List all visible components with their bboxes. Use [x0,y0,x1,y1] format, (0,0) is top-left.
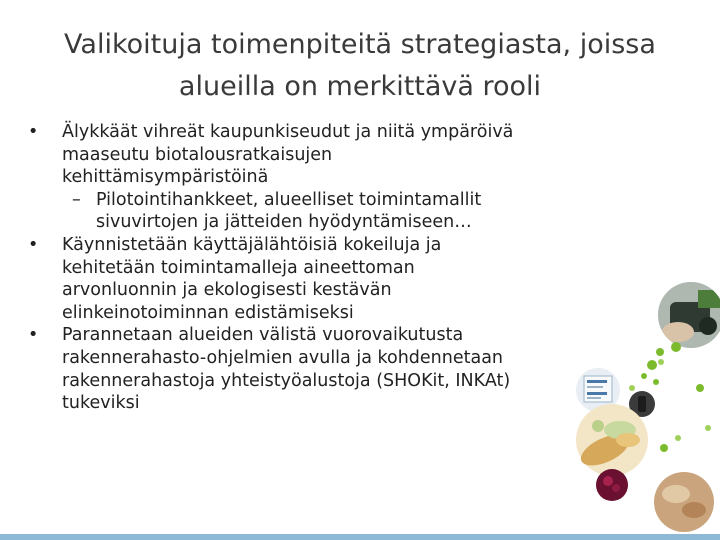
bullet-mark: • [28,325,39,346]
sub-bullet-text-line: sivuvirtojen ja jätteiden hyödyntämiseen… [96,212,472,233]
bullet-text-line: tukeviksi [62,393,140,414]
food-photo [576,404,648,476]
bullet-list [24,121,584,415]
slide-title [20,24,700,108]
bullet-text-line: kehittämisympäristöinä [62,167,269,188]
machinery-photo [658,282,720,348]
material-photo [654,472,714,532]
bullet-item [24,234,584,324]
sub-bullet-text-line: Pilotointihankkeet, alueelliset toimintamallit [96,189,482,210]
bullet-text-line: arvonluonnin ja ekologisesti kestävän [62,280,392,301]
sub-bullet-mark: – [72,189,81,210]
bullet-text-line: Älykkäät vihreät kaupunkiseudut ja niitä ympäröivä [62,122,514,142]
bullet-text-line: Käynnistetään käyttäjälähtöisiä kokeiluja ja [62,234,442,255]
bottom-accent-bar [0,534,720,540]
bullet-text-line: rakennerahastoja yhteistyöalustoja (SHOKit, INKAt) [62,370,511,391]
bullet-text-line: elinkeinotoiminnan edistämiseksi [62,302,354,323]
bullet-text-line: maaseutu biotalousratkaisujen [62,144,333,165]
bullet-text-line: Parannetaan alueiden välistä vuorovaikutusta [62,325,464,346]
bullet-mark: • [28,122,39,142]
bullet-item [24,324,584,414]
image-collage [560,280,720,535]
bullet-text-line: kehitetään toimintamalleja aineettoman [62,257,415,278]
bullet-mark: • [28,234,39,255]
title-line-2: alueilla on merkittävä rooli [178,71,542,102]
bullet-item [24,121,584,189]
berry-thumbnail [596,469,628,501]
title-line-1: Valikoituja toimenpiteitä strategiasta, joissa [64,29,656,60]
sub-bullet-item [24,189,584,234]
bullet-text-line: rakennerahasto-ohjelmien avulla ja kohdennetaan [62,347,504,368]
